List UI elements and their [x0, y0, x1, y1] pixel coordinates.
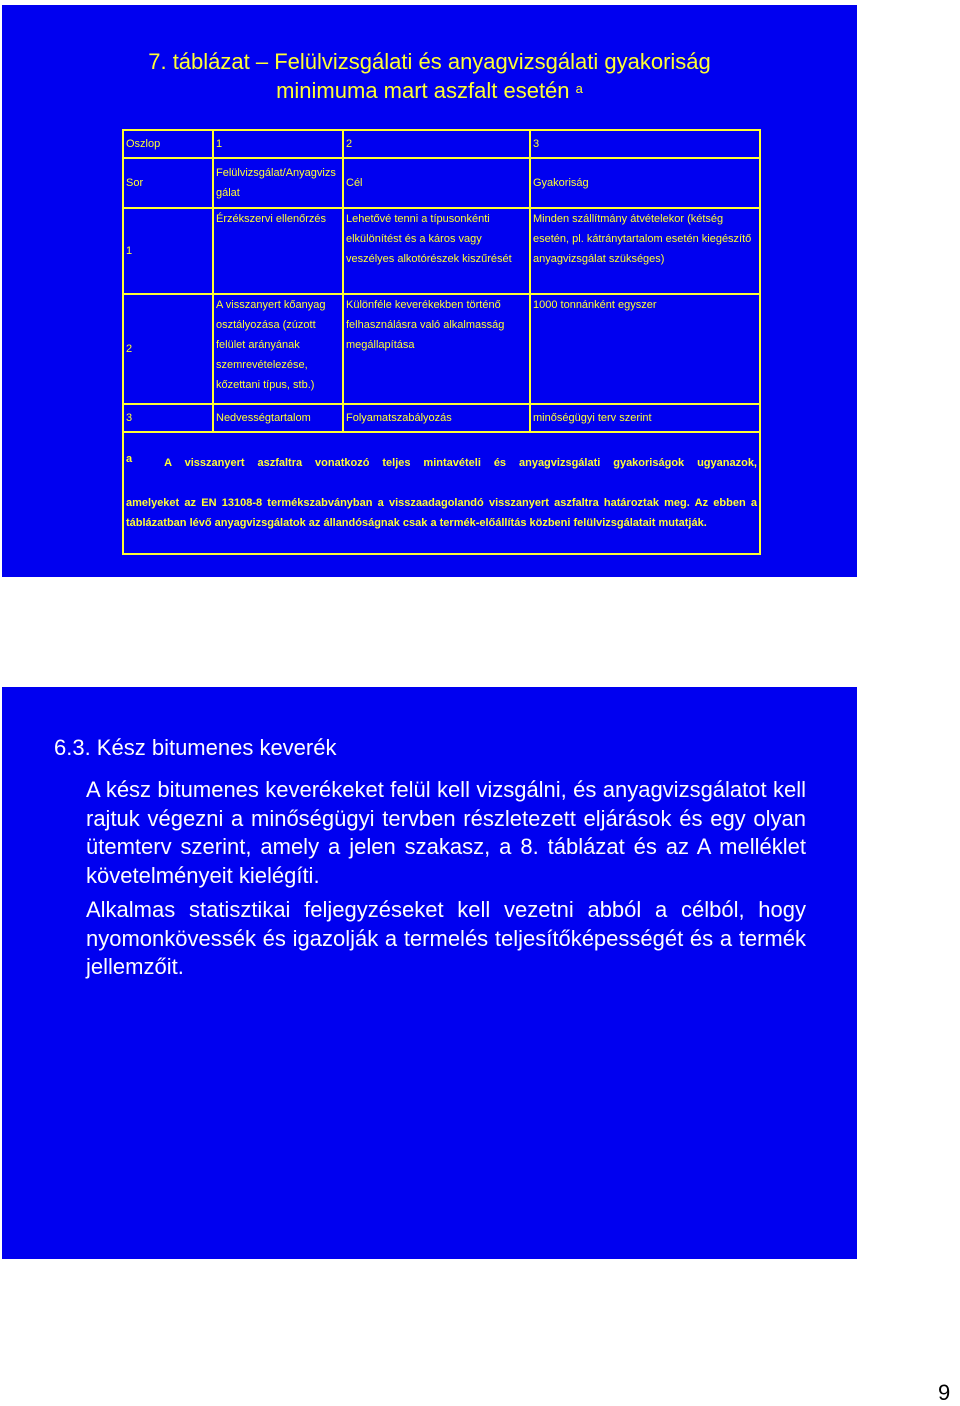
row-goal: Lehetővé tenni a típusonkénti elkülönítést és a káros vagy veszélyes alkotórészek kiszűrését: [343, 208, 530, 294]
title-footnote-mark: a: [575, 81, 583, 96]
footnote-first-line: [126, 453, 757, 473]
page-number: 9: [938, 1380, 951, 1405]
slide-text: [2, 687, 857, 1259]
header-cell: 2: [343, 130, 530, 158]
row-frequency: 1000 tonnánként egyszer: [530, 294, 760, 404]
table-row: [123, 404, 760, 432]
row-goal: Különféle keverékekben történő felhasználásra való alkalmasság megállapítása: [343, 294, 530, 404]
table-title-line2-wrap: [2, 76, 857, 105]
paragraph-requirements: A kész bitumenes keverékeket felül kell vizsgálni, és anyagvizsgálatot kell rajtuk végezni a minőségügyi tervben részletezett eljárások és egy olyan ütemterv szerint, amely a jelen szakasz, a 8. táblázat és az A melléklet követelményeit kielégíti.: [86, 777, 806, 888]
header-cell: Felülvizsgálat/Anyagvizsgálat: [213, 158, 343, 208]
footnote-rest: amelyeket az EN 13108-8 termékszabványban a visszaadagolandó visszanyert aszfaltra határoztak meg. Az ebben a táblázatban lévő anyagvizsgálatok az állandóságnak csak a termék-előállítás közbeni felülvizsgálatait mutatják.: [126, 497, 757, 529]
table-title-line2: minimuma mart aszfalt esetén: [276, 78, 570, 103]
row-number: 2: [123, 294, 213, 404]
table-row: [123, 294, 760, 404]
paragraph-records: Alkalmas statisztikai feljegyzéseket kell vezetni abból a célból, hogy nyomonkövessék és igazolják a termelés teljesítőképességét és a termék jellemzőit.: [86, 897, 806, 979]
header-cell: Sor: [123, 158, 213, 208]
table-title-line1: 7. táblázat – Felülvizsgálati és anyagvizsgálati gyakoriság: [148, 49, 711, 74]
table-header-row-labels: [123, 158, 760, 208]
section-heading: 6.3. Kész bitumenes keverék: [54, 735, 337, 760]
row-number: 3: [123, 404, 213, 432]
header-cell: Gyakoriság: [530, 158, 760, 208]
header-cell: Oszlop: [123, 130, 213, 158]
row-frequency: Minden szállítmány átvételekor (kétség esetén, pl. kátránytartalom esetén kiegészítő anyagvizsgálat szükséges): [530, 208, 760, 294]
table-footnote-row: [123, 432, 760, 554]
header-cell: Cél: [343, 158, 530, 208]
footnote-mark: a: [126, 453, 133, 465]
slide-table: [2, 5, 857, 577]
table-row: [123, 208, 760, 294]
row-goal: Folyamatszabályozás: [343, 404, 530, 432]
row-check: Nedvességtartalom: [213, 404, 343, 432]
row-frequency: minőségügyi terv szerint: [530, 404, 760, 432]
table-title: [2, 47, 857, 105]
table-header-row-columns: [123, 130, 760, 158]
table-footnote: [123, 432, 760, 554]
frequency-table: [122, 129, 761, 555]
row-check: Érzékszervi ellenőrzés: [213, 208, 343, 294]
header-cell: 3: [530, 130, 760, 158]
footnote-line1: A visszanyert aszfaltra vonatkozó teljes mintavételi és anyagvizsgálati gyakoriságok ugyanazok,: [164, 457, 757, 469]
row-number: 1: [123, 208, 213, 294]
row-check: A visszanyert kőanyag osztályozása (zúzott felület arányának szemrevételezése, kőzettani típus, stb.): [213, 294, 343, 404]
header-cell: 1: [213, 130, 343, 158]
